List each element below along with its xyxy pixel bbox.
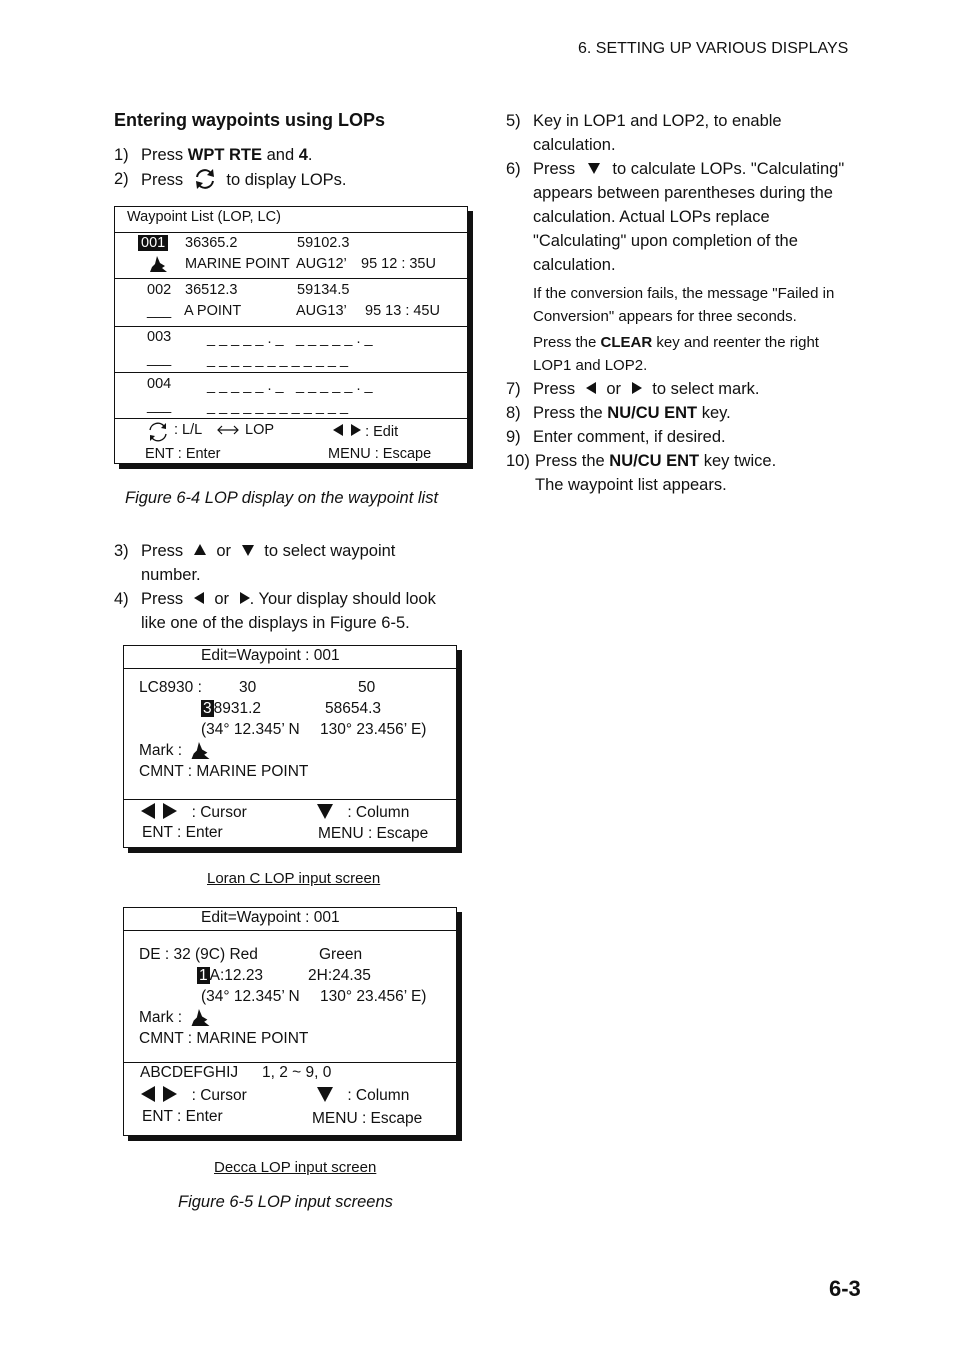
waypoint-number[interactable]: 003 xyxy=(147,329,172,345)
cycle-arrows-icon xyxy=(192,167,218,191)
longitude: 130° 23.456’ E) xyxy=(320,988,427,1005)
station-b[interactable]: 50 xyxy=(358,679,376,696)
note-conversion-failed: If the conversion fails, the message "Failed in Conversion" appears for three seconds. xyxy=(533,285,835,325)
down-arrow-icon xyxy=(317,1087,333,1102)
waypoint-number-selected[interactable]: 001 xyxy=(138,235,168,251)
escape-hint: MENU : Escape xyxy=(328,446,432,462)
step-7 xyxy=(506,377,866,401)
time: 95 13 : 45U xyxy=(365,303,440,319)
comment-field[interactable]: CMNT : MARINE POINT xyxy=(139,763,309,780)
lop1-field[interactable]: 3 8931.2 xyxy=(203,700,262,717)
divider xyxy=(124,930,456,931)
lop2-value: 59134.5 xyxy=(297,282,350,298)
decca-lop-input-screen xyxy=(123,907,457,1136)
waypoint-list-display xyxy=(114,206,468,464)
character-set: ABCDEFGHIJ xyxy=(140,1064,239,1081)
mark-label: Mark : xyxy=(139,742,183,759)
step-text-continued: number. xyxy=(141,566,201,584)
step-text: Press or to select waypoint xyxy=(141,542,396,560)
date: AUG13’ xyxy=(296,303,347,319)
loran-screen-caption: Loran C LOP input screen xyxy=(207,870,381,887)
screen-title: Edit=Waypoint : 001 xyxy=(201,647,340,664)
waypoint-number[interactable]: 002 xyxy=(147,282,172,298)
step-text-continued: calculation. Actual LOPs replace xyxy=(533,208,770,226)
mark-symbol-icon[interactable] xyxy=(189,741,211,760)
waypoint-number[interactable]: 004 xyxy=(147,376,172,392)
comment: _ _ _ _ _ _ _ _ _ _ _ _ xyxy=(207,399,349,415)
right-arrow-icon xyxy=(632,382,642,394)
step-number: 10) xyxy=(506,452,530,470)
station-a[interactable]: 30 xyxy=(239,679,257,696)
digit-set: 1, 2 ~ 9, 0 xyxy=(262,1064,332,1081)
down-arrow-icon xyxy=(242,545,254,556)
divider xyxy=(115,326,467,327)
section-title: Entering waypoints using LOPs xyxy=(114,110,386,130)
step-text: Press or . Your display should look xyxy=(141,590,436,608)
comment: A POINT xyxy=(184,303,242,319)
step-number: 3) xyxy=(114,542,129,560)
escape-hint: MENU : Escape xyxy=(312,1110,423,1127)
lop2-value: _ _ _ _ _ . _ xyxy=(296,331,373,347)
step-text-continued: appears between parentheses during the xyxy=(533,184,833,202)
lop2-value: _ _ _ _ _ . _ xyxy=(296,378,373,394)
step-number: 4) xyxy=(114,590,129,608)
footer-ll: : L/L xyxy=(174,422,203,438)
left-arrow-icon xyxy=(586,382,596,394)
step-text-continued: The waypoint list appears. xyxy=(535,476,727,494)
key-name: 4 xyxy=(298,146,308,164)
mark-placeholder: ___ xyxy=(147,303,172,319)
right-arrow-icon xyxy=(163,1086,177,1102)
step-number: 6) xyxy=(506,160,521,178)
time: 95 12 : 35U xyxy=(361,256,436,272)
left-arrow-icon xyxy=(141,1086,155,1102)
step-text: Press the NU/CU ENT key twice. xyxy=(535,452,777,470)
step-5 xyxy=(506,109,866,157)
step-8 xyxy=(506,401,866,425)
step-1 xyxy=(114,143,474,167)
comment: _ _ _ _ _ _ _ _ _ _ _ _ xyxy=(207,352,349,368)
step-number: 1) xyxy=(114,146,129,164)
divider xyxy=(124,668,456,669)
green-label: Green xyxy=(319,946,363,963)
enter-hint: ENT : Enter xyxy=(142,824,223,841)
lop1-field[interactable]: 1 A:12.23 xyxy=(199,967,264,984)
column-hint: : Column xyxy=(317,1087,409,1105)
key-name: WPT RTE xyxy=(187,146,263,164)
cursor-hint: : Cursor xyxy=(141,803,247,822)
mark-symbol-icon[interactable] xyxy=(189,1008,211,1027)
divider xyxy=(115,232,467,233)
step-text-continued: calculation. xyxy=(533,136,616,154)
step-text-continued: calculation. xyxy=(533,256,616,274)
step-number: 8) xyxy=(506,404,521,422)
footer-lop: LOP xyxy=(245,422,275,438)
latitude: (34° 12.345’ N xyxy=(201,988,300,1005)
step-text: Press to display LOPs. xyxy=(141,167,347,192)
divider xyxy=(124,1062,456,1063)
lop1-value: _ _ _ _ _ . _ xyxy=(207,331,284,347)
comment-field[interactable]: CMNT : MARINE POINT xyxy=(139,1030,309,1047)
step-6 xyxy=(506,157,866,277)
mark-placeholder: ___ xyxy=(147,398,172,414)
figure-6-4-caption: Figure 6-4 LOP display on the waypoint list xyxy=(125,489,439,507)
step-10 xyxy=(506,449,866,497)
divider xyxy=(115,372,467,373)
comment: MARINE POINT xyxy=(185,256,290,272)
mark-symbol-icon xyxy=(148,255,168,273)
chain-label: LC8930 : xyxy=(139,679,202,696)
step-text: Key in LOP1 and LOP2, to enable xyxy=(533,112,782,130)
step-number: 9) xyxy=(506,428,521,446)
cursor-hint: : Cursor xyxy=(141,1086,247,1105)
edit-hint: : Edit xyxy=(333,424,398,440)
step-text: Press WPT RTE and 4. xyxy=(141,146,313,164)
chain-label: DE : 32 (9C) Red xyxy=(139,946,258,963)
divider xyxy=(124,799,456,800)
step-text: Enter comment, if desired. xyxy=(533,428,726,446)
left-arrow-icon xyxy=(194,592,204,604)
step-text: Press to calculate LOPs. "Calculating" xyxy=(533,160,845,178)
loran-lop-input-screen xyxy=(123,645,457,848)
decca-screen-caption: Decca LOP input screen xyxy=(214,1159,377,1176)
screen-title: Edit=Waypoint : 001 xyxy=(201,909,340,926)
figure-6-5-caption: Figure 6-5 LOP input screens xyxy=(178,1193,393,1211)
step-2 xyxy=(114,167,474,193)
date: AUG12’ xyxy=(296,256,347,272)
step-number: 7) xyxy=(506,380,521,398)
mark-label: Mark : xyxy=(139,1009,183,1026)
right-arrow-icon xyxy=(351,424,361,436)
key-name: NU/CU ENT xyxy=(609,452,700,470)
lop1-value: _ _ _ _ _ . _ xyxy=(207,378,284,394)
right-arrow-icon xyxy=(163,803,177,819)
step-4 xyxy=(114,587,474,635)
step-number: 2) xyxy=(114,170,129,188)
left-arrow-icon xyxy=(141,803,155,819)
running-header: 6. SETTING UP VARIOUS DISPLAYS xyxy=(578,40,849,57)
text-cursor: 1 xyxy=(199,967,208,984)
step-text: Press the NU/CU ENT key. xyxy=(533,404,731,422)
right-arrow-icon xyxy=(240,592,250,604)
note-clear-key: Press the CLEAR key and reenter the right LOP1 and LOP2. xyxy=(533,334,819,374)
longitude: 130° 23.456’ E) xyxy=(320,721,427,738)
down-arrow-icon xyxy=(317,804,333,819)
key-name: NU/CU ENT xyxy=(607,404,698,422)
lop2-value: 59102.3 xyxy=(297,235,350,251)
lop2-field[interactable]: 58654.3 xyxy=(325,700,382,717)
lop2-field[interactable]: 2H:24.35 xyxy=(308,967,371,984)
step-3 xyxy=(114,539,474,587)
step-number: 5) xyxy=(506,112,521,130)
page-number: 6-3 xyxy=(829,1276,861,1301)
double-arrow-icon xyxy=(215,424,241,436)
divider xyxy=(115,418,467,419)
escape-hint: MENU : Escape xyxy=(318,825,429,842)
enter-hint: ENT : Enter xyxy=(145,446,221,462)
key-name: CLEAR xyxy=(600,334,653,351)
step-text: Press or to select mark. xyxy=(533,380,760,398)
lop1-value: 36512.3 xyxy=(185,282,238,298)
lop1-value: 36365.2 xyxy=(185,235,238,251)
step-text-continued: like one of the displays in Figure 6-5. xyxy=(141,614,410,632)
step-9 xyxy=(506,425,866,449)
divider xyxy=(115,278,467,279)
down-arrow-icon xyxy=(588,163,600,174)
up-arrow-icon xyxy=(194,544,206,555)
enter-hint: ENT : Enter xyxy=(142,1108,223,1125)
mark-placeholder: ___ xyxy=(147,351,172,367)
latitude: (34° 12.345’ N xyxy=(201,721,300,738)
cycle-arrows-icon xyxy=(147,421,169,443)
list-title: Waypoint List (LOP, LC) xyxy=(127,209,281,225)
left-arrow-icon xyxy=(333,424,343,436)
text-cursor: 3 xyxy=(203,700,212,717)
step-text-continued: "Calculating" upon completion of the xyxy=(533,232,798,250)
column-hint: : Column xyxy=(317,804,409,822)
